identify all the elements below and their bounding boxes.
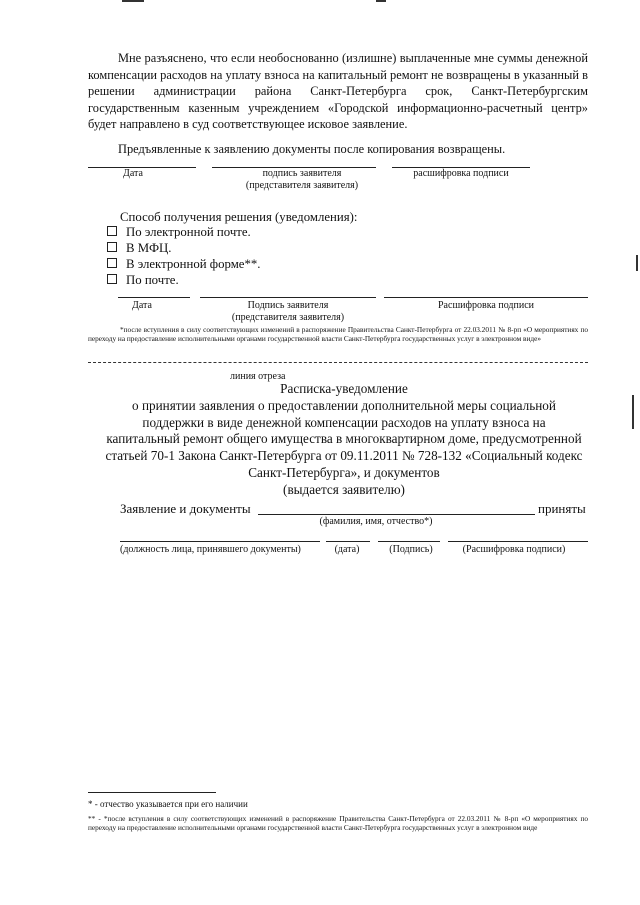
position-label: (должность лица, принявшего документы) [120,544,301,555]
checkbox[interactable] [107,274,117,284]
option-label: По почте. [126,273,179,287]
signature-label: Подпись заявителя [247,300,329,311]
scan-mark [632,395,634,429]
receipt-signature-line[interactable] [378,541,440,542]
decryption-line [384,297,588,298]
decryption-label: Расшифровка подписи [438,300,534,311]
explanation-text: Мне разъяснено, что если необоснованно (излишне) выплаченные мне суммы денежной компенсации расходов на уплату взноса на капитальный ремонт не возвращены в указанный в решении администрации района Санкт-Петербурга срок, Санкт-Петербургским государственным казенным учреждением «Городской информационно-расчетный центр» будет направлено в суд соответствующее исковое заявление. [88,51,588,132]
checkbox[interactable] [107,242,117,252]
fio-label: (фамилия, имя, отчество*) [319,516,433,527]
signature-representative-label: (представителя заявителя) [231,312,345,323]
receipt-title-line: статьей 70-1 Закона Санкт-Петербурга от 09.11.2011 № 728-132 «Социальный кодекс [105,448,583,464]
option-label: По электронной почте. [126,225,251,239]
cut-line [88,362,588,363]
date-line [118,297,190,298]
option-post[interactable] [107,272,179,288]
date-label: Дата [132,300,152,311]
fio-line[interactable] [258,514,535,515]
footnote-electronic: ** - *после вступления в силу соответствующих изменений в распоряжение Правительства Санкт-Петербурга от 22.03.2011 № 8-рп «О мероприятиях по переходу на предоставление исполнительными органами государственной власти Санкт-Петербурга государственных услуг в электронном виде [88,814,588,833]
footnote-separator [88,792,216,793]
option-label: В МФЦ. [126,241,172,255]
receipt-title-line: Санкт-Петербурга», и документов [248,464,440,480]
receipt-title-line: поддержки в виде денежной компенсации расходов на уплату взноса на [142,414,546,430]
scan-mark [122,0,144,2]
decision-method-heading: Способ получения решения (уведомления): [120,210,358,224]
signature-representative-label: (представителя заявителя) [245,180,359,191]
inline-footnote: *после вступления в силу соответствующих изменений в распоряжение Правительства Санкт-Петербурга от 22.03.2011 № 8-рп «О мероприятиях по переходу на предоставление исполнительными органами государственной власти Санкт-Петербурга государственных услуг в электронном виде» [88,325,588,344]
receipt-decryption-label: (Расшифровка подписи) [462,544,566,555]
checkbox[interactable] [107,258,117,268]
receipt-decryption-line[interactable] [448,541,588,542]
documents-returned-text: Предъявленные к заявлению документы после копирования возвращены. [118,142,506,156]
footnote-patronymic: * - отчество указывается при его наличии [88,799,248,809]
receipt-title-line: капитальный ремонт общего имущества в многоквартирном доме, предусмотренной [106,431,582,447]
checkbox[interactable] [107,226,117,236]
option-electronic[interactable] [107,256,260,272]
receipt-title-line: Расписка-уведомление [280,381,408,396]
receipt-date-line[interactable] [326,541,370,542]
scan-mark [376,0,386,2]
position-line[interactable] [120,541,320,542]
decryption-label: расшифровка подписи [413,168,509,179]
documents-returned-paragraph [88,141,588,158]
scan-mark [636,255,638,271]
option-email[interactable] [107,224,251,240]
cut-line-label: линия отреза [230,371,286,382]
option-label: В электронной форме**. [126,257,261,271]
receipt-title-line: (выдается заявителю) [283,481,405,497]
date-label: Дата [123,168,143,179]
receipt-title-line: о принятии заявления о предоставлении дополнительной меры социальной [132,397,556,413]
receipt-date-label: (дата) [334,544,360,555]
receipt-title [88,381,600,499]
signature-line [200,297,376,298]
signature-label: подпись заявителя [262,168,342,179]
explanation-paragraph [88,50,588,133]
accepted-suffix: приняты [538,501,586,516]
accepted-prefix: Заявление и документы [120,501,251,516]
option-mfc[interactable] [107,240,172,256]
receipt-signature-label: (Подпись) [389,544,433,555]
